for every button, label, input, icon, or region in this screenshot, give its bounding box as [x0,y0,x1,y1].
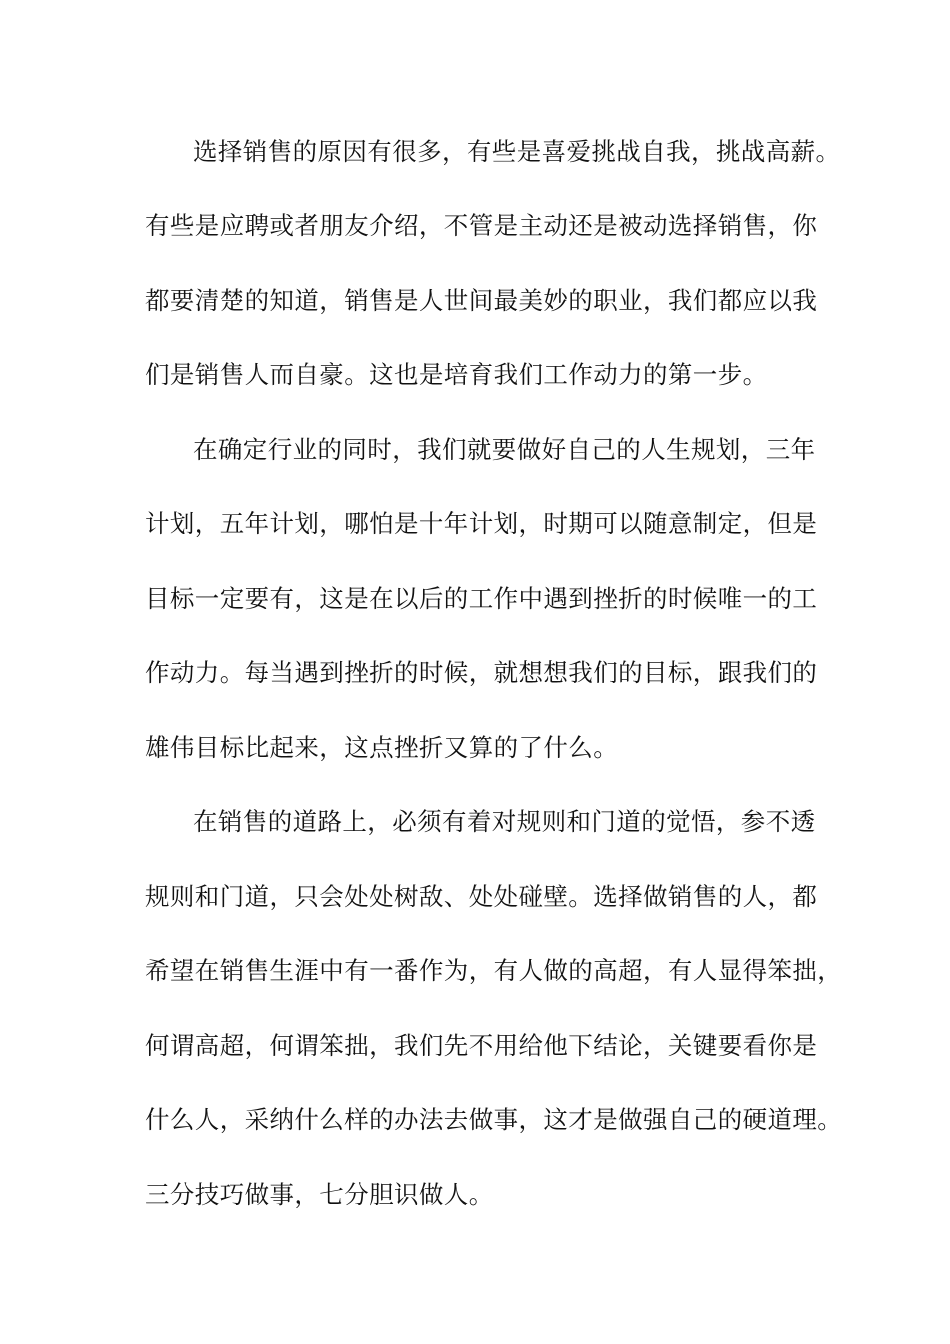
paragraph-1-line-2: 有些是应聘或者朋友介绍，不管是主动还是被动选择销售，你 [145,211,818,240]
paragraph-2-line-5: 雄伟目标比起来，这点挫折又算的了什么。 [145,733,619,762]
paragraph-2-line-2: 计划，五年计划，哪怕是十年计划，时期可以随意制定，但是 [145,509,818,538]
paragraph-3-line-4: 何谓高超，何谓笨拙，我们先不用给他下结论，关键要看你是 [145,1031,818,1060]
paragraph-3-line-3: 希望在销售生涯中有一番作为，有人做的高超，有人显得笨拙， [145,956,843,985]
paragraph-3-line-1: 在销售的道路上，必须有着对规则和门道的觉悟，参不透 [193,807,816,836]
paragraph-3-line-2: 规则和门道，只会处处树敌、处处碰壁。选择做销售的人，都 [145,882,818,911]
paragraph-2-line-1: 在确定行业的同时，我们就要做好自己的人生规划，三年 [193,435,816,464]
paragraph-1-line-4: 们是销售人而自豪。这也是培育我们工作动力的第一步。 [145,360,768,389]
paragraph-3-line-5: 什么人，采纳什么样的办法去做事，这才是做强自己的硬道理。 [145,1105,843,1134]
paragraph-1-line-1: 选择销售的原因有很多，有些是喜爱挑战自我，挑战高薪。 [193,137,841,166]
paragraph-2-line-3: 目标一定要有，这是在以后的工作中遇到挫折的时候唯一的工 [145,584,818,613]
paragraph-3-line-6: 三分技巧做事，七分胆识做人。 [145,1180,494,1209]
paragraph-1-line-3: 都要清楚的知道，销售是人世间最美妙的职业，我们都应以我 [145,286,818,315]
paragraph-2-line-4: 作动力。每当遇到挫折的时候，就想想我们的目标，跟我们的 [145,658,818,687]
